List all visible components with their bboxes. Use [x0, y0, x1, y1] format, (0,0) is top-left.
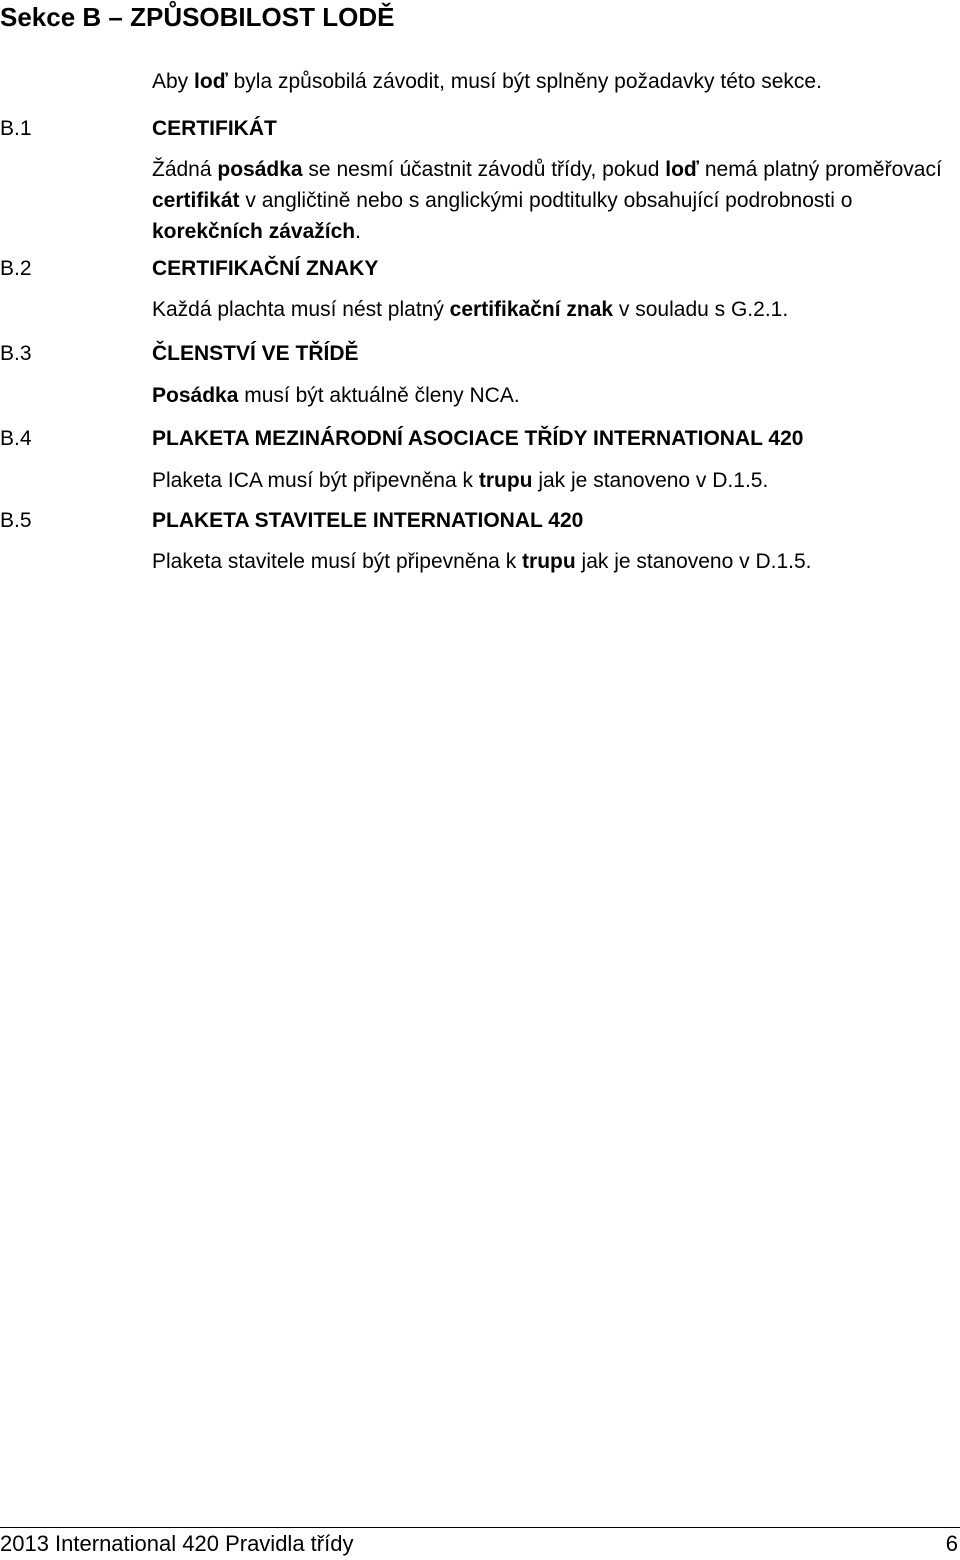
- section-number-b2: B.2: [0, 257, 32, 280]
- body-text: Plaketa stavitele musí být připevněna k: [152, 550, 523, 573]
- section-number-b1: B.1: [0, 117, 32, 140]
- term-lod: loď: [665, 158, 699, 181]
- body-text: nemá platný proměřovací: [699, 158, 942, 181]
- section-heading-clenstvi-ve-tride: ČLENSTVÍ VE TŘÍDĚ: [152, 342, 359, 365]
- section-body-plaketa-stavitele: [152, 546, 942, 577]
- section-body-clenstvi-ve-tride: [152, 380, 942, 411]
- section-body-plaketa-ica: [152, 465, 942, 496]
- body-text: Plaketa ICA musí být připevněna k: [152, 469, 479, 492]
- body-text: Každá plachta musí nést platný: [152, 298, 450, 321]
- page-title: Sekce B – ZPŮSOBILOST LODĚ: [0, 2, 395, 32]
- section-number-b3: B.3: [0, 342, 32, 365]
- term-trup: trupu: [522, 550, 576, 573]
- term-certifikat: certifikát: [152, 189, 240, 212]
- term-certifikacni-znak: certifikační znak: [449, 298, 614, 321]
- intro-text: Aby: [152, 70, 195, 93]
- footer-document-title: 2013 International 420 Pravidla třídy: [0, 1531, 354, 1556]
- term-posadka: posádka: [217, 158, 303, 181]
- section-heading-plaketa-ica: PLAKETA MEZINÁRODNÍ ASOCIACE TŘÍDY INTERNATIONAL 420: [152, 427, 804, 450]
- section-body-certifikat: [152, 154, 942, 247]
- page-number: 6: [945, 1531, 958, 1556]
- footer-rule: [0, 1527, 960, 1528]
- section-heading-certifikat: CERTIFIKÁT: [152, 117, 277, 140]
- body-text: se nesmí účastnit závodů třídy, pokud: [302, 158, 666, 181]
- term-trup: trupu: [478, 469, 533, 492]
- term-lod: loď: [194, 70, 228, 93]
- section-number-b4: B.4: [0, 427, 32, 450]
- body-text: Žádná: [152, 158, 218, 181]
- intro-text: byla způsobilá závodit, musí být splněny požadavky této sekce.: [227, 70, 822, 93]
- body-text: jak je stanoveno v D.1.5.: [532, 469, 769, 492]
- body-text: v souladu s G.2.1.: [613, 298, 789, 321]
- intro-paragraph: [152, 70, 822, 94]
- body-text: v angličtině nebo s anglickými podtitulky obsahující podrobnosti o: [239, 189, 853, 212]
- section-heading-certifikacni-znaky: CERTIFIKAČNÍ ZNAKY: [152, 257, 379, 280]
- term-korekcni-zavazi: korekčních závažích: [152, 220, 356, 243]
- body-text: musí být aktuálně členy NCA.: [238, 384, 520, 407]
- section-body-certifikacni-znaky: [152, 294, 942, 325]
- body-text: .: [355, 220, 361, 243]
- section-heading-plaketa-stavitele: PLAKETA STAVITELE INTERNATIONAL 420: [152, 509, 584, 532]
- term-posadka: Posádka: [152, 384, 239, 407]
- body-text: jak je stanoveno v D.1.5.: [575, 550, 812, 573]
- section-number-b5: B.5: [0, 509, 32, 532]
